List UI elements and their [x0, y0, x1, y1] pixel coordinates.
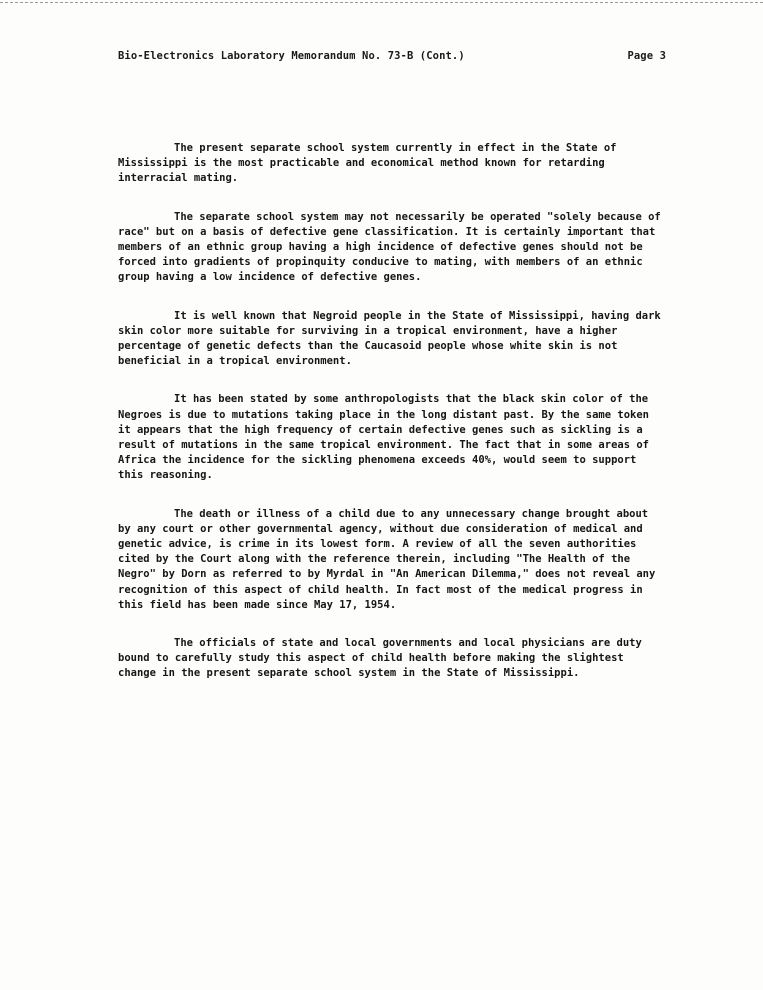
paragraph: It is well known that Negroid people in the State of Mississippi, having dark skin color more suitable for surviving in a tropical environment, have a higher percentage of genetic defects than the Caucasoid people whose white skin is not beneficial in a tropical environment. [118, 309, 661, 368]
paragraph: It has been stated by some anthropologists that the black skin color of the Negroes is due to mutations taking place in the long distant past. By the same token it appears that the high frequency of certain defective genes such as sickling is a result of mutations in the same tropical environment. The fact that in some areas of Africa the incidence for the sickling phenomena exceeds 40%, would seem to support this reasoning. [118, 393, 650, 482]
paragraph: The death or illness of a child due to any unnecessary change brought about by any court or other governmental agency, without due consideration of medical and genetic advice, is crime in its lowest form. A review of all the seven authorities cited by the Court along with the reference therein, including "The Health of the Negro" by Dorn as referred to by Myrdal in "An American Dilemma," does not reveal any recognition of this aspect of child health. In fact most of the medical progress in this field has been made since May 17, 1954. [118, 507, 656, 611]
paragraph: The present separate school system currently in effect in the State of Mississippi is the most practicable and economical method known for retarding interracial mating. [118, 142, 617, 185]
memo-title: Bio-Electronics Laboratory Memorandum No. 73-B (Cont.) [118, 50, 465, 62]
paragraph: The officials of state and local governments and local physicians are duty bound to carefully study this aspect of child health before making the slightest change in the present separate school system in the State of Mississippi. [118, 637, 642, 680]
paragraph: The separate school system may not necessarily be operated "solely because of race" but on a basis of defective gene classification. It is certainly important that members of an ethnic group having a high incidence of defective genes should not be forced into gradients of propinquity conducive to mating, with members of an ethnic group having a low incidence of defective genes. [118, 210, 661, 284]
page-header [118, 50, 666, 70]
page-number: Page 3 [627, 50, 666, 62]
page-top-edge [0, 2, 763, 3]
memo-body [118, 141, 666, 705]
